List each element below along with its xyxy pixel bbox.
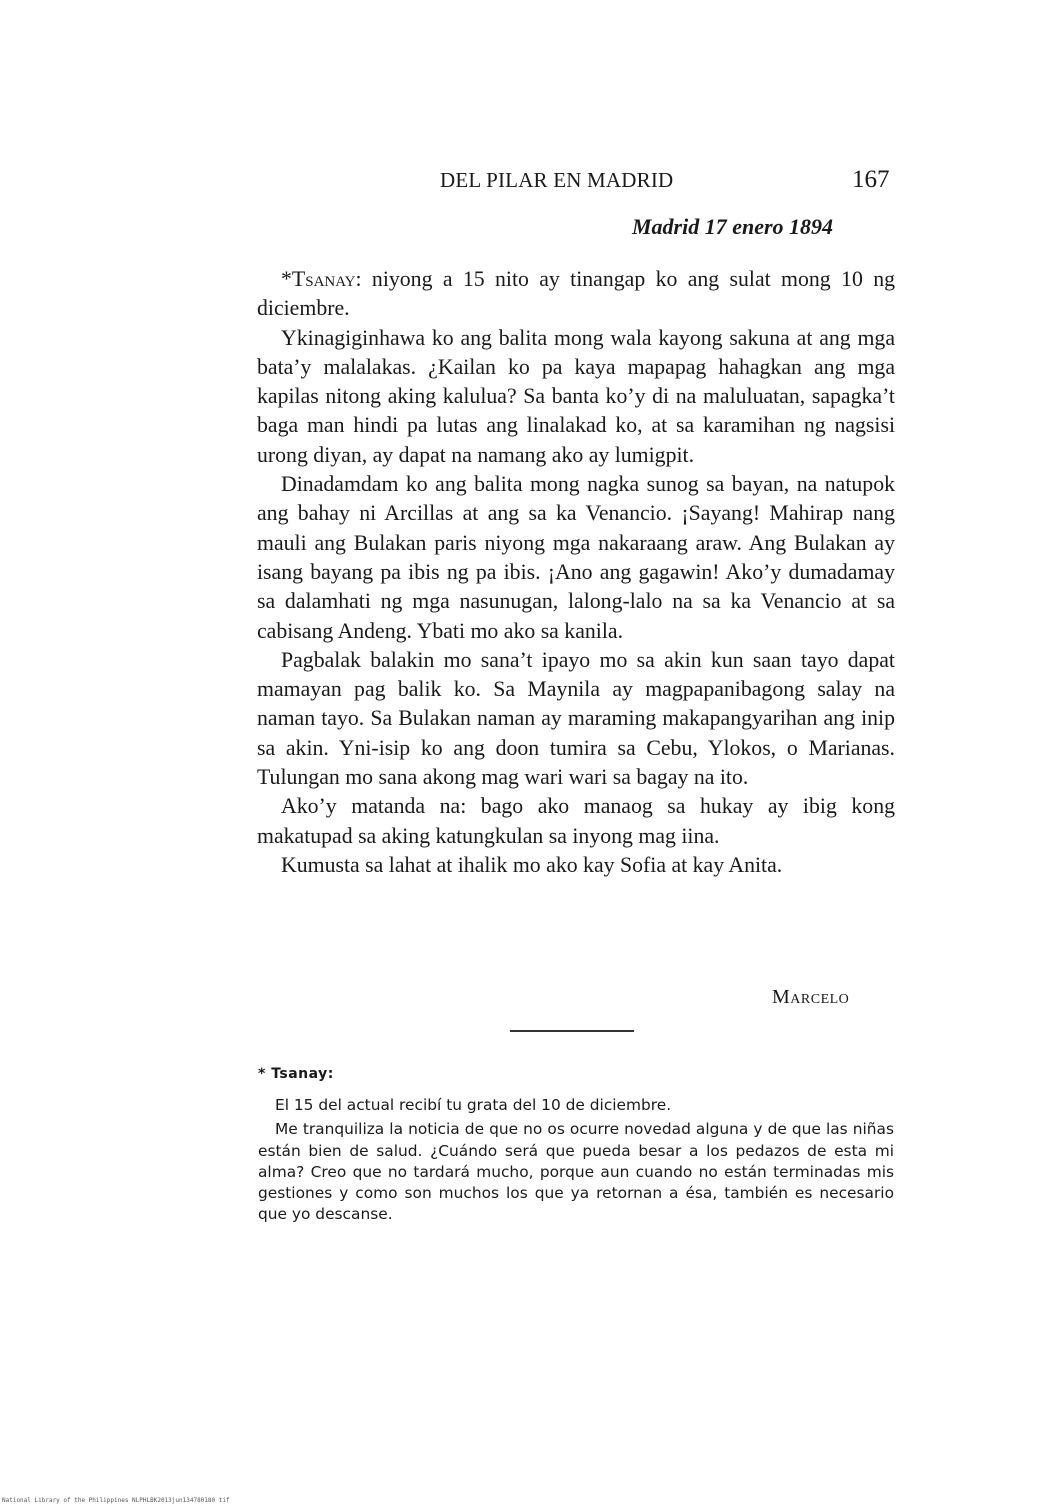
- letter-body: [257, 265, 895, 880]
- footnote-marker: *: [281, 267, 292, 291]
- page-number: 167: [852, 166, 890, 193]
- letter-paragraph: Ykinagiginhawa ko ang balita mong wala kayong sakuna at ang mga bata’y malalakas. ¿Kailan ko pa kaya mapapag hahagkan ang mga kapilas nitong aking kalulua? Sa banta ko’y di na maluluatan, sapagka’t baga man hindi pa lutas ang linalakad ko, at sa karamihan ng nagsisi urong diyan, ay dapat na namang ako ay lumigpit.: [257, 325, 895, 467]
- letter-signature: Marcelo: [772, 986, 850, 1008]
- letter-salutation: Tsanay: [291, 267, 356, 291]
- letter-paragraph: Ako’y matanda na: bago ako manaog sa hukay ay ibig kong makatupad sa aking katungkulan sa inyong mag iina.: [257, 794, 895, 848]
- letter-paragraph: Pagbalak balakin mo sana’t ipayo mo sa akin kun saan tayo dapat mamayan pag balik ko. Sa Maynila ay magpapanibagong salay na naman tayo. Sa Bulakan naman ay maraming makapangyarihan ang inip sa akin. Yni-isip ko ang doon tumira sa Cebu, Ylokos, o Marianas. Tulungan mo sana akong mag wari wari sa bagay na ito.: [257, 647, 895, 790]
- footnote-label: * Tsanay:: [258, 1066, 334, 1082]
- running-head: DEL PILAR EN MADRID: [440, 168, 674, 192]
- letter-opening-paragraph: [257, 265, 895, 324]
- scan-source-footer: National Library of the Philippines NLPHLBK2013jun134780180 tif: [2, 1497, 230, 1504]
- letter-paragraph: Kumusta sa lahat at ihalik mo ako kay Sofia at kay Anita.: [281, 852, 783, 877]
- letter-opening-text: : niyong a 15 nito ay tinangap ko ang sulat mong 10 ng diciembre.: [257, 267, 895, 321]
- footnote-translation: [258, 1095, 894, 1226]
- footnote-paragraph: El 15 del actual recibí tu grata del 10 de diciembre.: [275, 1096, 672, 1114]
- letter-paragraph: Dinadamdam ko ang balita mong nagka sunog sa bayan, na natupok ang bahay ni Arcillas at ang sa ka Venancio. ¡Sayang! Mahirap nang mauli ang Bulakan paris niyong mga nakaraang araw. Ang Bulakan ay isang bayang pa ibis ng pa ibis. ¡Ano ang gagawin! Ako’y dumadamay sa dalamhati ng mga nasunugan, lalong-lalo na sa ka Venancio at sa cabisang Andeng. Ybati mo ako sa kanila.: [257, 472, 895, 643]
- footnote-separator-rule: [510, 1030, 634, 1032]
- letter-dateline: Madrid 17 enero 1894: [632, 214, 834, 239]
- footnote-paragraph: Me tranquiliza la noticia de que no os ocurre novedad alguna y de que las niñas están bien de salud. ¿Cuándo será que pueda besar a los pedazos de esta mi alma? Creo que no tardará mucho, porque aun cuando no están terminadas mis gestiones y como son muchos los que ya retornan a ésa, también es necesario que yo descanse.: [258, 1120, 894, 1224]
